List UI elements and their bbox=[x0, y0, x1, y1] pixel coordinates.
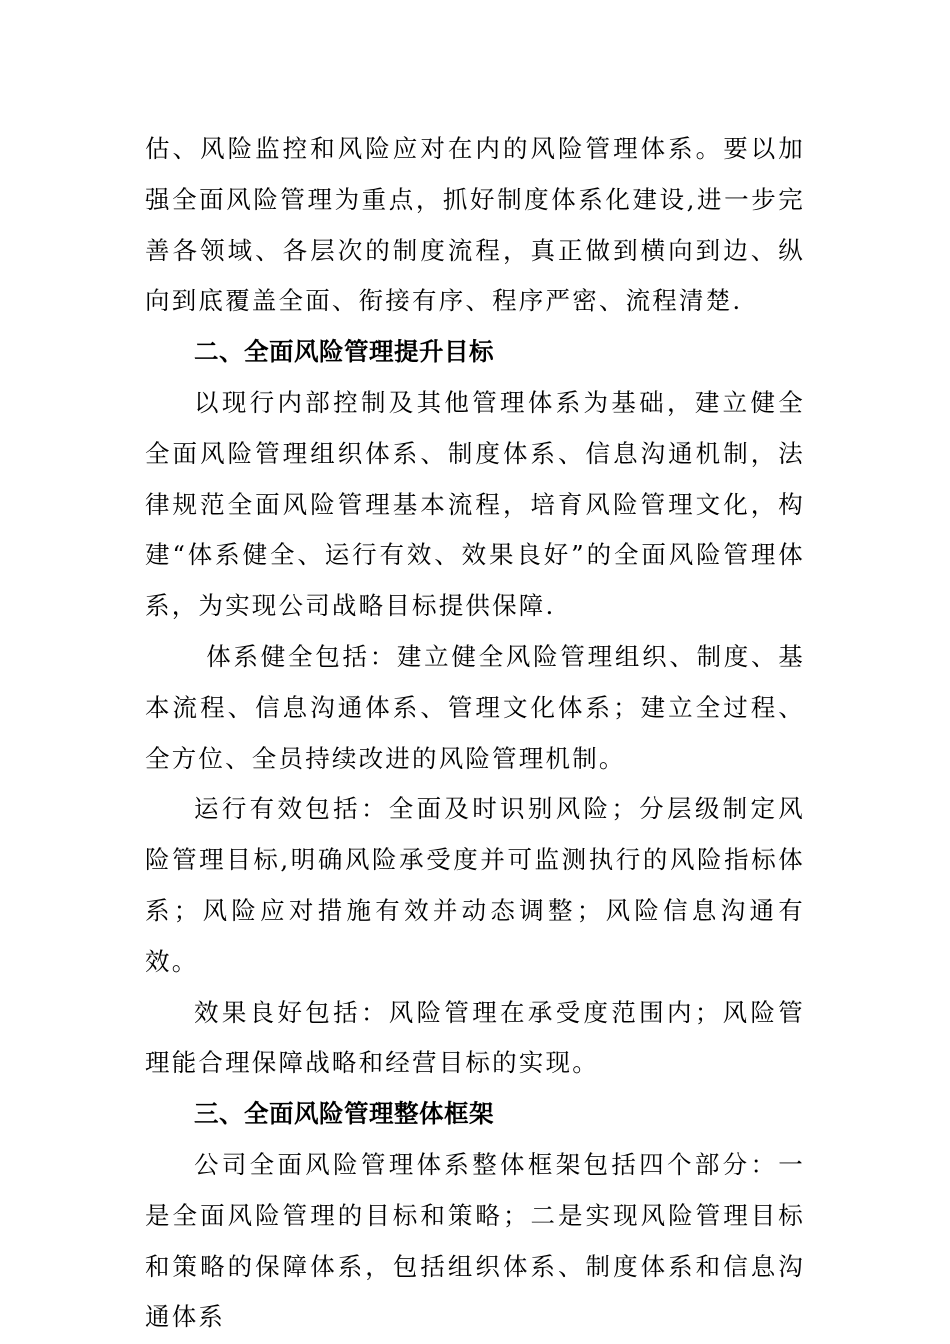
paragraph-results-good: 效果良好包括：风险管理在承受度范围内；风险管理能合理保障战略和经营目标的实现。 bbox=[145, 997, 805, 1078]
document-page bbox=[145, 124, 805, 1343]
paragraph-framework: 公司全面风险管理体系整体框架包括四个部分：一是全面风险管理的目标和策略；二是实现风险管理目标和策略的保障体系，包括组织体系、制度体系和信息沟通体系 bbox=[145, 1149, 805, 1332]
paragraph-objectives: 以现行内部控制及其他管理体系为基础，建立健全全面风险管理组织体系、制度体系、信息沟通机制，法律规范全面风险管理基本流程，培育风险管理文化，构建“体系健全、运行有效、效果良好”的全面风险管理体系，为实现公司战略目标提供保障. bbox=[145, 387, 805, 621]
paragraph-operation-effective: 运行有效包括：全面及时识别风险；分层级制定风险管理目标,明确风险承受度并可监测执行的风险指标体系；风险应对措施有效并动态调整；风险信息沟通有效。 bbox=[145, 794, 805, 976]
section-heading-3: 三、全面风险管理整体框架 bbox=[194, 1099, 494, 1129]
paragraph-risk-system: 估、风险监控和风险应对在内的风险管理体系。要以加强全面风险管理为重点，抓好制度体系化建设,进一步完善各领域、各层次的制度流程，真正做到横向到边、纵向到底覆盖全面、衔接有序、程序严密、流程清楚. bbox=[145, 134, 805, 316]
section-heading-2: 二、全面风险管理提升目标 bbox=[194, 337, 494, 367]
paragraph-system-sound: 体系健全包括：建立健全风险管理组织、制度、基本流程、信息沟通体系、管理文化体系；建立全过程、全方位、全员持续改进的风险管理机制。 bbox=[145, 641, 805, 773]
